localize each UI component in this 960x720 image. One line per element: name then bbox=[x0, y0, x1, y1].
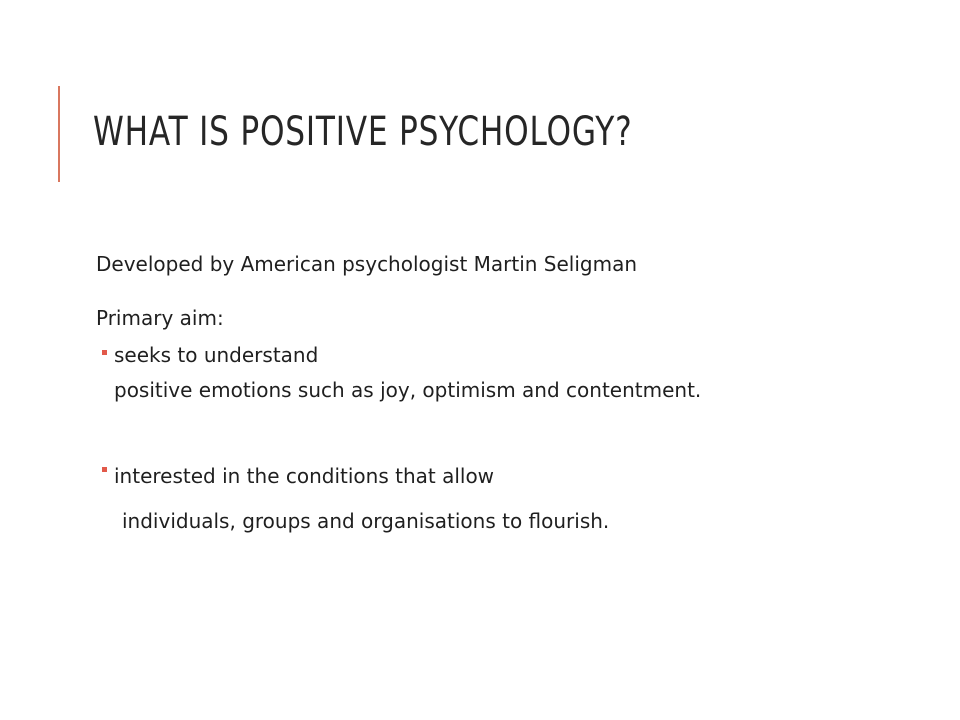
bullet-1-line-2: positive emotions such as joy, optimism and contentment. bbox=[114, 378, 702, 402]
bullet-2-line-1: interested in the conditions that allow bbox=[114, 464, 495, 488]
bullet-1-line-1: seeks to understand bbox=[114, 343, 319, 367]
bullet-2-line-2: individuals, groups and organisations to flourish. bbox=[122, 509, 610, 533]
primary-aim-label: Primary aim: bbox=[96, 306, 224, 330]
bullet-marker-icon bbox=[102, 467, 107, 472]
bullet-marker-icon bbox=[102, 350, 107, 355]
slide-title: WHAT IS POSITIVE PSYCHOLOGY? bbox=[93, 109, 633, 155]
developed-by-text: Developed by American psychologist Martin Seligman bbox=[96, 252, 638, 276]
title-accent-rule bbox=[58, 86, 60, 182]
